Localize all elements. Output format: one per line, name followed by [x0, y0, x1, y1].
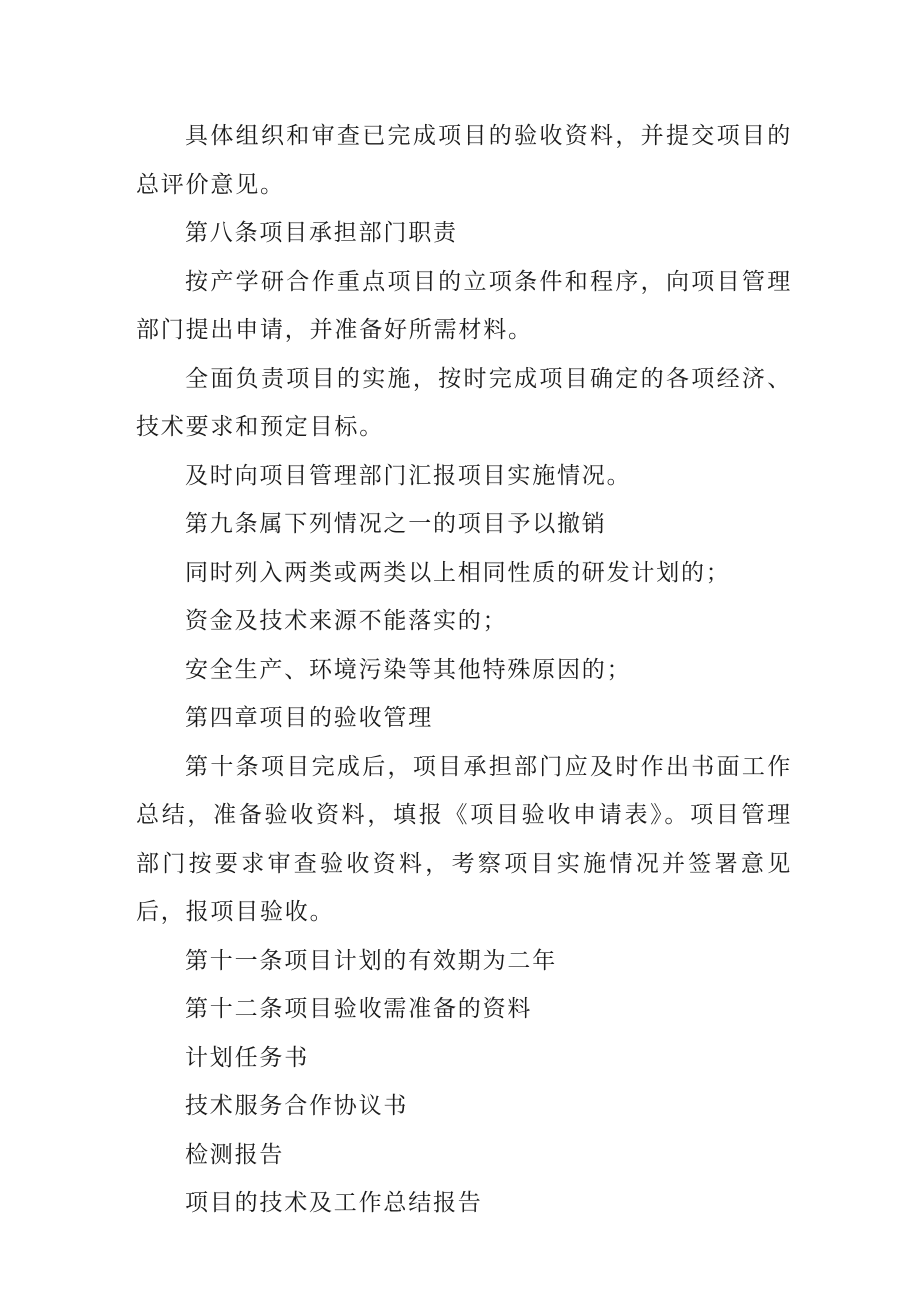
heading-article-12: 第十二条项目验收需准备的资料 [185, 996, 533, 1022]
heading-article-8: 第八条项目承担部门职责 [185, 220, 458, 246]
list-item-task-book: 计划任务书 [185, 1044, 309, 1071]
paragraph-implement-project: 全面负责项目的实施，按时完成项目确定的各项经济、技术要求和预定目标。 [136, 365, 792, 440]
paragraph-report-progress: 及时向项目管理部门汇报项目实施情况。 [185, 462, 632, 489]
list-item-special-reasons: 安全生产、环境污染等其他特殊原因的； [185, 656, 632, 683]
paragraph-apply-project: 按产学研合作重点项目的立项条件和程序，向项目管理部门提出申请，并准备好所需材料。 [136, 268, 792, 343]
list-item-duplicate-plan: 同时列入两类或两类以上相同性质的研发计划的； [185, 559, 731, 586]
document-body [136, 112, 792, 1228]
heading-article-9: 第九条属下列情况之一的项目予以撤销 [185, 511, 607, 537]
paragraph-acceptance-review: 具体组织和审查已完成项目的验收资料，并提交项目的总评价意见。 [136, 123, 792, 198]
list-item-summary-report: 项目的技术及工作总结报告 [185, 1190, 483, 1216]
paragraph-article-10: 第十条项目完成后，项目承担部门应及时作出书面工作总结，准备验收资料，填报《项目验收申请表》。项目管理部门按要求审查验收资料，考察项目实施情况并签署意见后，报项目验收。 [136, 753, 792, 925]
heading-chapter-4: 第四章项目的验收管理 [185, 705, 433, 731]
list-item-funding-source: 资金及技术来源不能落实的； [185, 608, 508, 634]
list-item-test-report: 检测报告 [185, 1141, 285, 1168]
heading-article-11: 第十一条项目计划的有效期为二年 [185, 947, 557, 974]
list-item-cooperation-agreement: 技术服务合作协议书 [185, 1093, 409, 1119]
